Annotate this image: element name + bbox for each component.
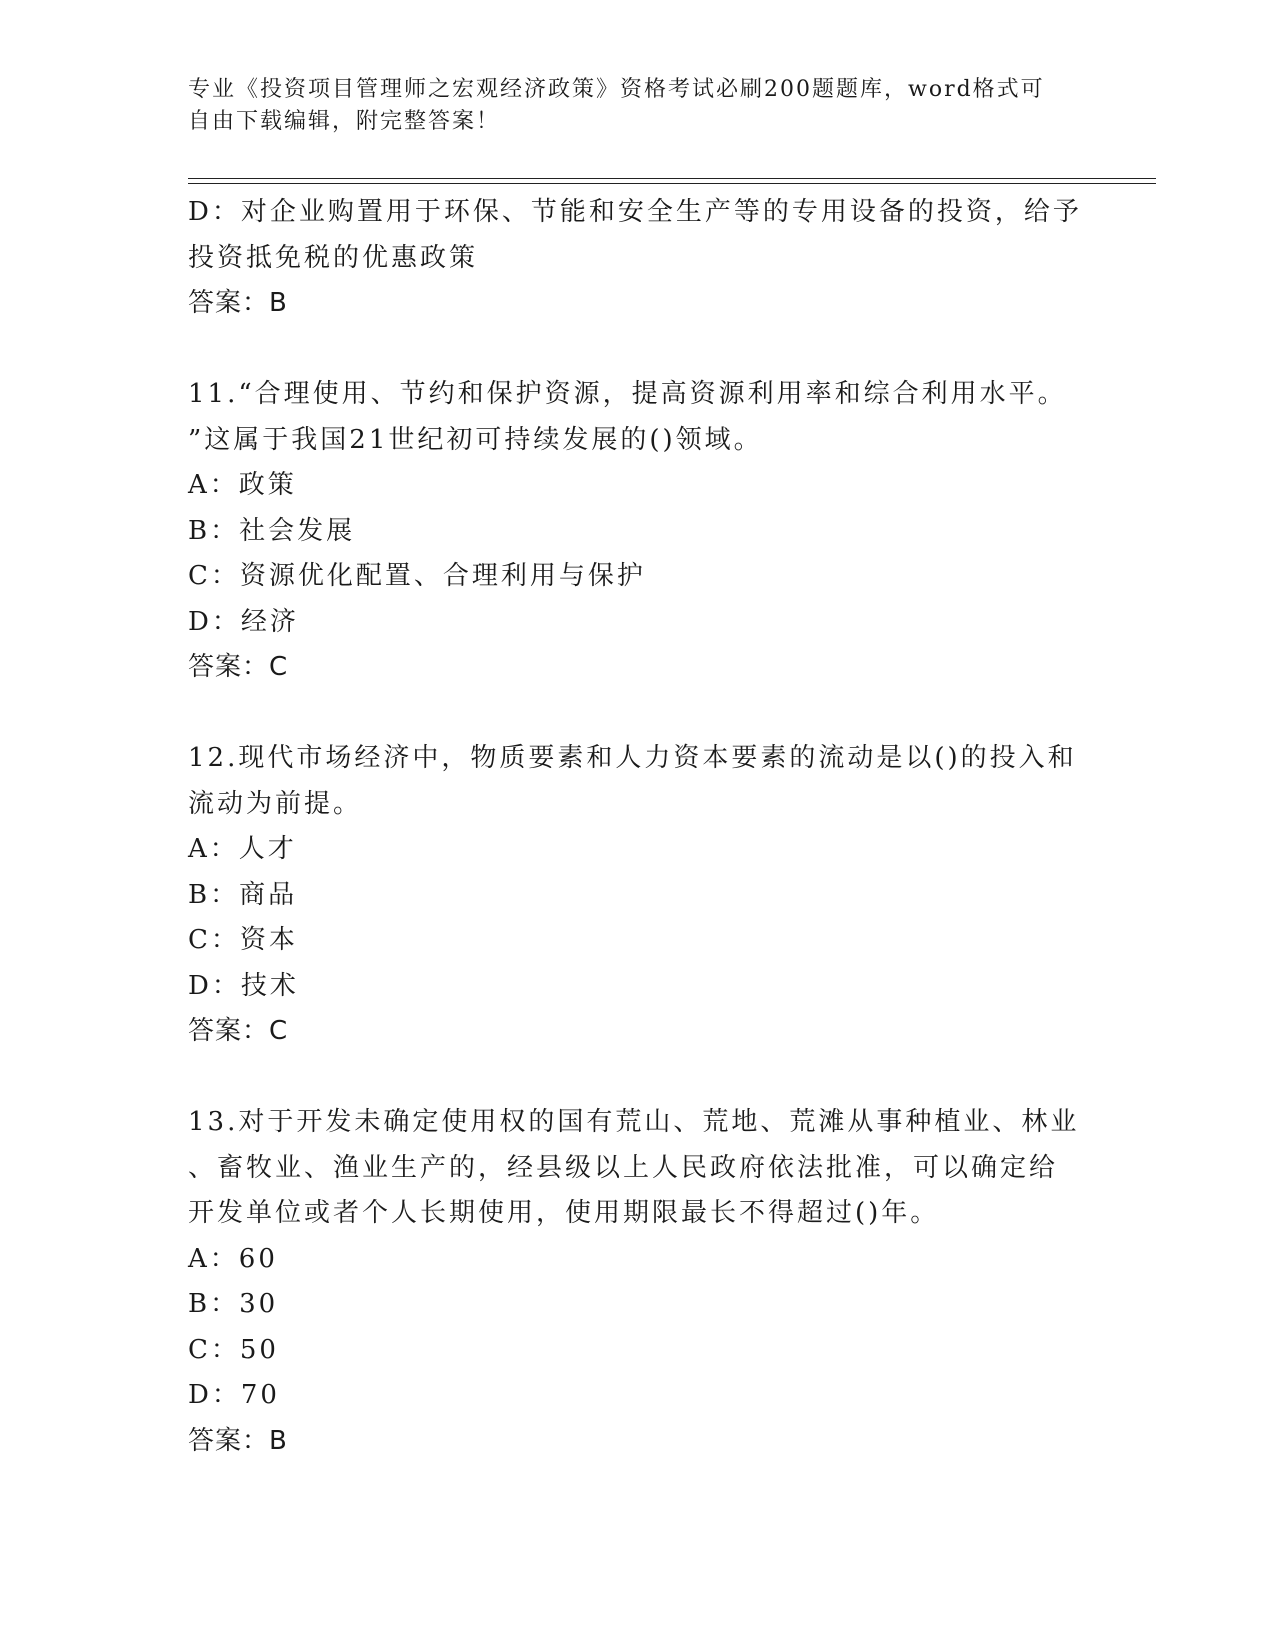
option-b: B：30	[188, 1289, 279, 1319]
option-c: C：资源优化配置、合理利用与保护	[188, 561, 646, 591]
option-b: B：社会发展	[188, 515, 356, 546]
question-list	[188, 190, 1088, 1464]
option-c: C：资本	[188, 925, 298, 955]
question-stem: 11.“合理使用、节约和保护资源，提高资源利用率和综合利用水平。	[188, 379, 1067, 409]
option-c: C：50	[188, 1334, 279, 1365]
header-line-2: 自由下载编辑，附完整答案！	[188, 109, 501, 134]
spacer	[188, 1055, 1088, 1101]
question-stem-continued: 开发单位或者个人长期使用，使用期限最长不得超过()年。	[188, 1198, 940, 1228]
question-stem-continued: ”这属于我国21世纪初可持续发展的()领域。	[188, 424, 763, 455]
answer: 答案：B	[188, 1425, 288, 1456]
option-d: D：70	[188, 1380, 280, 1410]
question-10-continued	[188, 190, 1088, 327]
answer: 答案：B	[188, 288, 288, 318]
question-stem: 12.现代市场经济中，物质要素和人力资本要素的流动是以()的投入和	[188, 743, 1077, 773]
question-stem: 13.对于开发未确定使用权的国有荒山、荒地、荒滩从事种植业、林业	[188, 1107, 1080, 1137]
option-d: D：经济	[188, 606, 299, 637]
question-stem-continued: 流动为前提。	[188, 788, 363, 819]
header-divider-bottom	[188, 183, 1156, 184]
option-d-continued: 投资抵免税的优惠政策	[188, 242, 479, 273]
question-stem-continued: 、畜牧业、渔业生产的，经县级以上人民政府依法批准，可以确定给	[188, 1152, 1059, 1183]
option-a: A：政策	[188, 470, 297, 500]
question-12	[188, 736, 1088, 1055]
answer: 答案：C	[188, 1016, 289, 1046]
question-13	[188, 1100, 1088, 1464]
option-a: A：人才	[188, 834, 297, 864]
option-a: A：60	[188, 1243, 278, 1274]
header-line-1: 专业《投资项目管理师之宏观经济政策》资格考试必刷200题题库，word格式可	[188, 77, 1045, 102]
spacer	[188, 691, 1088, 737]
question-11	[188, 372, 1088, 691]
header-divider-top	[188, 178, 1156, 179]
option-d: D：对企业购置用于环保、节能和安全生产等的专用设备的投资，给予	[188, 197, 1082, 227]
option-d: D：技术	[188, 970, 299, 1001]
option-b: B：商品	[188, 879, 298, 910]
answer: 答案：C	[188, 652, 289, 682]
document-header	[188, 74, 1068, 138]
spacer	[188, 327, 1088, 373]
